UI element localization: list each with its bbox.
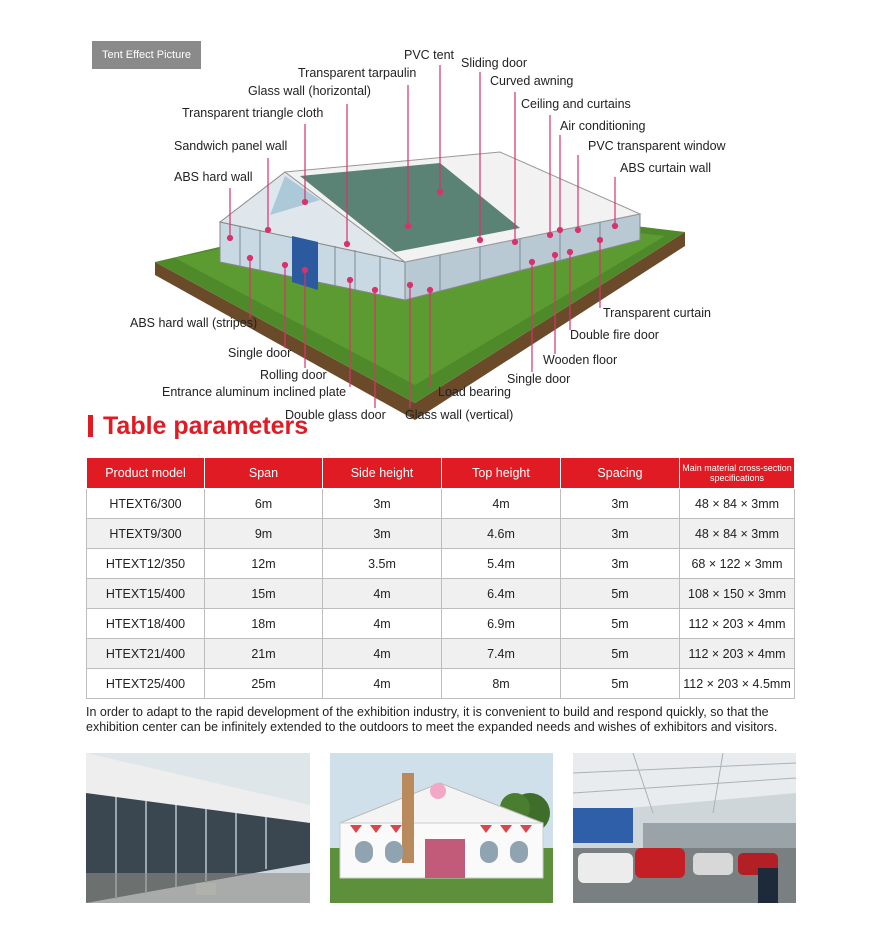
label-abs-hard-wall-stripes: ABS hard wall (stripes) [130, 316, 258, 330]
header-side-height: Side height [323, 458, 442, 489]
cell-side-height: 3m [323, 519, 442, 549]
label-entrance-inclined-plate: Entrance aluminum inclined plate [162, 385, 347, 399]
cell-span: 15m [205, 579, 323, 609]
cell-side-height: 4m [323, 579, 442, 609]
label-sliding-door: Sliding door [461, 56, 528, 70]
label-pvc-transparent-window: PVC transparent window [588, 139, 726, 153]
cell-top-height: 8m [442, 669, 561, 699]
cell-span: 21m [205, 639, 323, 669]
section-title-text: Table parameters [103, 412, 309, 440]
cell-side-height: 4m [323, 669, 442, 699]
cell-model: HTEXT12/350 [87, 549, 205, 579]
label-transparent-tarpaulin: Transparent tarpaulin [298, 66, 417, 80]
label-abs-curtain-wall: ABS curtain wall [620, 161, 712, 175]
cell-material: 48 × 84 × 3mm [680, 519, 795, 549]
cell-spacing: 5m [561, 579, 680, 609]
cell-top-height: 4m [442, 489, 561, 519]
cell-span: 6m [205, 489, 323, 519]
label-glass-wall-horizontal: Glass wall (horizontal) [248, 84, 371, 98]
cell-top-height: 5.4m [442, 549, 561, 579]
table-header-row [87, 458, 795, 489]
cell-side-height: 4m [323, 639, 442, 669]
label-air-conditioning: Air conditioning [560, 119, 646, 133]
cell-top-height: 6.4m [442, 579, 561, 609]
cell-material: 48 × 84 × 3mm [680, 489, 795, 519]
cell-side-height: 3m [323, 489, 442, 519]
table-row [87, 639, 795, 669]
table-row [87, 519, 795, 549]
cell-top-height: 6.9m [442, 609, 561, 639]
cell-spacing: 5m [561, 639, 680, 669]
label-rolling-door: Rolling door [260, 368, 327, 382]
label-double-fire-door: Double fire door [570, 328, 659, 342]
label-abs-hard-wall: ABS hard wall [174, 170, 253, 184]
header-product-model: Product model [87, 458, 205, 489]
cell-spacing: 3m [561, 489, 680, 519]
cell-model: HTEXT25/400 [87, 669, 205, 699]
cell-side-height: 4m [323, 609, 442, 639]
photo-glass-wall-tent [86, 753, 310, 903]
cell-material: 108 × 150 × 3mm [680, 579, 795, 609]
table-row [87, 609, 795, 639]
description-paragraph: In order to adapt to the rapid development of the exhibition industry, it is convenient to build and respond quickly, so that the exhibition center can be infinitely extended to the outdoors to meet the expanded needs and wishes of exhibitors and visitors. [86, 705, 778, 734]
label-single-door-right: Single door [507, 372, 571, 386]
label-wooden-floor: Wooden floor [543, 353, 618, 367]
title-accent-bar [88, 415, 93, 437]
table-row [87, 579, 795, 609]
label-pvc-tent: PVC tent [404, 48, 455, 62]
header-main-material: Main material cross-section specifications [680, 458, 795, 489]
parameters-table [86, 457, 795, 699]
cell-span: 25m [205, 669, 323, 699]
cell-model: HTEXT15/400 [87, 579, 205, 609]
tent-diagram [0, 0, 880, 440]
label-glass-wall-vertical: Glass wall (vertical) [405, 408, 514, 422]
cell-model: HTEXT18/400 [87, 609, 205, 639]
cell-spacing: 5m [561, 609, 680, 639]
table-row [87, 489, 795, 519]
cell-material: 112 × 203 × 4mm [680, 639, 795, 669]
table-row [87, 669, 795, 699]
tent-effect-badge: Tent Effect Picture [92, 41, 201, 69]
cell-span: 9m [205, 519, 323, 549]
table-row [87, 549, 795, 579]
cell-top-height: 7.4m [442, 639, 561, 669]
photo-white-event-tent [330, 753, 553, 903]
header-top-height: Top height [442, 458, 561, 489]
label-transparent-curtain: Transparent curtain [603, 306, 711, 320]
header-spacing: Spacing [561, 458, 680, 489]
cell-spacing: 5m [561, 669, 680, 699]
label-single-door-left: Single door [228, 346, 292, 360]
cell-material: 112 × 203 × 4mm [680, 609, 795, 639]
cell-span: 12m [205, 549, 323, 579]
label-double-glass-door: Double glass door [285, 408, 386, 422]
label-load-bearing: Load bearing [438, 385, 511, 399]
label-transparent-triangle-cloth: Transparent triangle cloth [182, 106, 324, 120]
header-span: Span [205, 458, 323, 489]
cell-spacing: 3m [561, 549, 680, 579]
label-curved-awning: Curved awning [490, 74, 574, 88]
section-title [88, 412, 308, 441]
cell-side-height: 3.5m [323, 549, 442, 579]
cell-model: HTEXT9/300 [87, 519, 205, 549]
cell-material: 68 × 122 × 3mm [680, 549, 795, 579]
cell-top-height: 4.6m [442, 519, 561, 549]
cell-span: 18m [205, 609, 323, 639]
cell-spacing: 3m [561, 519, 680, 549]
cell-model: HTEXT21/400 [87, 639, 205, 669]
photo-car-exhibition [573, 753, 796, 903]
cell-material: 112 × 203 × 4.5mm [680, 669, 795, 699]
label-sandwich-panel-wall: Sandwich panel wall [174, 139, 288, 153]
cell-model: HTEXT6/300 [87, 489, 205, 519]
label-ceiling-curtains: Ceiling and curtains [521, 97, 631, 111]
